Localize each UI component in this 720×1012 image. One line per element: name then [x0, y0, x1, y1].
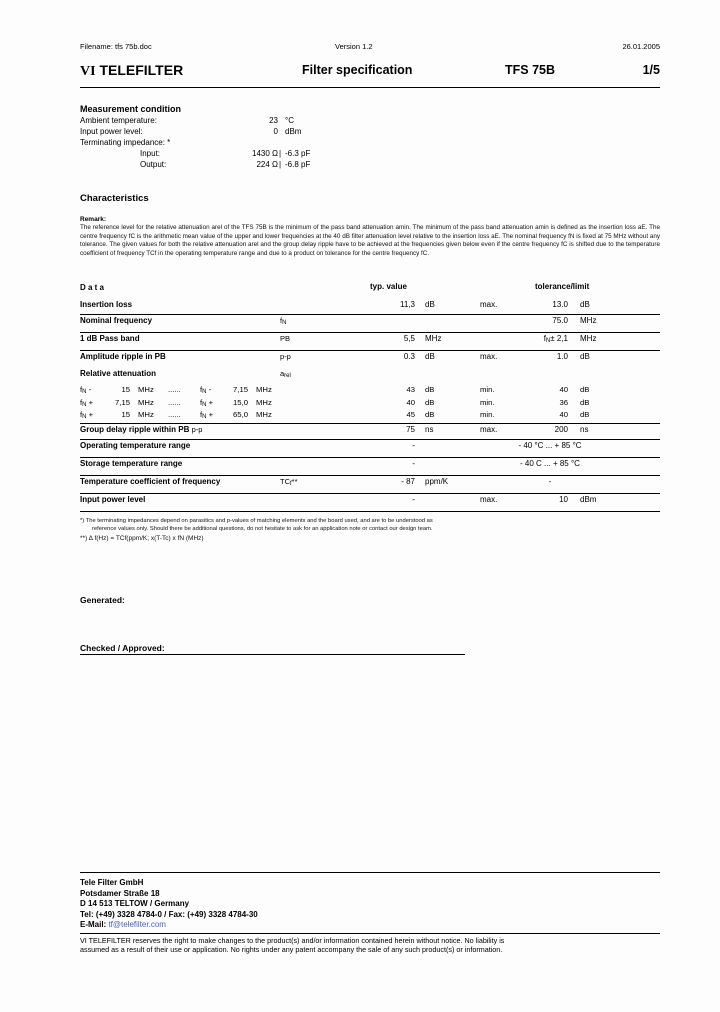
table-row	[80, 333, 660, 350]
row-label-temp-coefficient: Temperature coefficient of frequency	[80, 476, 221, 486]
band-dots: ......	[168, 385, 181, 395]
row-tol-amplitude-ripple: 1.0	[556, 352, 568, 362]
table-row	[80, 424, 660, 439]
table-header-row	[80, 282, 660, 299]
row-tol-input-power-level: 10	[559, 494, 568, 504]
table-row	[80, 494, 660, 511]
band-qualifier: min.	[480, 397, 495, 407]
attenuation-band-row	[80, 410, 660, 423]
input-power-row	[80, 127, 660, 138]
band-dots: ......	[168, 410, 181, 420]
company-street: Potsdamer Straße 18	[80, 888, 160, 898]
footnote-impedance	[80, 517, 660, 533]
row-tol-unit-group-delay: ns	[580, 424, 589, 434]
row-symbol-temp-coefficient: TCf**	[280, 476, 298, 487]
row-qualifier-amplitude-ripple: max.	[480, 352, 498, 362]
terminating-impedance-label: Terminating impedance: *	[80, 138, 171, 147]
page-number: 1/5	[642, 63, 660, 77]
row-qualifier-insertion-loss: max.	[480, 300, 498, 310]
header-divider	[80, 87, 660, 88]
row-tol-unit-insertion-loss: dB	[580, 300, 590, 310]
band-end-unit: MHz	[256, 410, 272, 420]
terminating-impedance-row	[80, 138, 660, 149]
row-symbol-nominal-frequency: fN	[280, 316, 287, 327]
input-power-unit: dBm	[285, 127, 302, 136]
table-row	[80, 315, 660, 332]
row-typ-unit-pass-band: MHz	[425, 334, 442, 344]
impedance-output-row	[80, 160, 660, 171]
band-tol-value: 40	[559, 410, 568, 420]
ambient-temperature-label: Ambient temperature:	[80, 116, 157, 125]
row-typ-unit-group-delay: ns	[425, 424, 434, 434]
document-header-meta	[80, 42, 660, 60]
band-typ-value: 43	[406, 385, 415, 395]
table-row	[80, 351, 660, 368]
email-label: E-Mail:	[80, 920, 109, 929]
row-tol-nominal-frequency: 75.0	[552, 316, 568, 326]
row-tol-temp-coefficient: -	[548, 476, 552, 486]
table-row	[80, 440, 660, 457]
row-typ-insertion-loss: 11,3	[400, 300, 415, 310]
band-end-value: 7,15	[233, 385, 248, 395]
row-label-input-power-level: Input power level	[80, 494, 146, 504]
row-qualifier-group-delay: max.	[480, 424, 498, 434]
page-title: Filter specification	[302, 63, 413, 77]
band-start-value: 15	[121, 385, 130, 395]
band-qualifier: min.	[480, 410, 495, 420]
row-typ-operating-temperature: -	[412, 440, 415, 450]
attenuation-band-row	[80, 385, 660, 398]
specification-table	[80, 282, 660, 512]
row-tol-unit-pass-band: MHz	[580, 334, 597, 344]
ambient-temperature-row	[80, 116, 660, 127]
generated-label: Generated:	[80, 594, 125, 605]
band-tol-value: 36	[559, 397, 568, 407]
impedance-input-value: 1430 Ω	[252, 149, 278, 158]
company-email-row	[80, 920, 660, 931]
ambient-temperature-value: 23	[269, 116, 278, 125]
table-row	[80, 299, 660, 314]
row-typ-unit-temp-coefficient: ppm/K	[425, 476, 449, 486]
row-typ-input-power-level: -	[412, 494, 415, 504]
band-end-base: fN +	[200, 397, 214, 408]
row-typ-unit-insertion-loss: dB	[425, 300, 435, 310]
characteristics-title: Characteristics	[80, 193, 149, 204]
row-tol-storage-temperature: - 40 C ... + 85 °C	[520, 458, 580, 468]
band-typ-unit: dB	[425, 385, 435, 395]
input-power-label: Input power level:	[80, 127, 143, 136]
impedance-output-capacitance: -6.8 pF	[285, 160, 311, 169]
band-end-value: 15,0	[233, 397, 248, 407]
row-tol-pass-band: fN± 2,1	[543, 334, 568, 345]
table-divider	[80, 511, 660, 512]
logo-name: TELEFILTER	[95, 62, 184, 78]
band-typ-value: 40	[406, 397, 415, 407]
band-start-unit: MHz	[138, 385, 154, 395]
row-qualifier-input-power-level: max.	[480, 494, 498, 504]
page-content	[80, 0, 660, 655]
company-name: Tele Filter GmbH	[80, 878, 144, 887]
remark-label: Remark:	[80, 216, 107, 223]
band-start-base: fN +	[80, 410, 94, 421]
row-tol-unit-input-power-level: dBm	[580, 494, 597, 504]
impedance-input-row	[80, 149, 660, 160]
row-tol-operating-temperature: - 40 °C ... + 85 °C	[518, 440, 582, 450]
row-typ-unit-amplitude-ripple: dB	[425, 352, 435, 362]
column-header-typical: typ. value	[370, 282, 407, 292]
disclaimer-line-2: assumed as a result of their use or application. No rights under any patent accompany the sale of any such product(s) or information.	[80, 945, 503, 955]
footnote-1-line-1: *) The terminating impedances depend on parasitics and p-values of matching elements and the board used, and are to be understood as	[80, 517, 433, 524]
band-start-value: 15	[121, 410, 130, 420]
row-typ-temp-coefficient: - 87	[401, 476, 415, 486]
row-label-nominal-frequency: Nominal frequency	[80, 316, 153, 326]
row-label-group-delay-ripple	[80, 425, 202, 434]
row-label-operating-temperature: Operating temperature range	[80, 440, 191, 450]
row-tol-unit-amplitude-ripple: dB	[580, 352, 590, 362]
impedance-output-label: Output:	[140, 160, 167, 169]
impedance-input-separator: |	[279, 149, 282, 158]
row-tol-group-delay: 200	[554, 424, 568, 434]
row-symbol-amplitude-ripple: p-p	[280, 352, 291, 362]
page-footer	[80, 872, 660, 955]
document-title-bar	[80, 62, 660, 84]
input-power-value: 0	[273, 127, 278, 136]
document-date: 26.01.2005	[622, 42, 660, 51]
band-typ-unit: dB	[425, 410, 435, 420]
company-city: D 14 513 TELTOW / Germany	[80, 899, 190, 908]
company-logo	[80, 62, 183, 80]
email-link[interactable]: tf@telefilter.com	[108, 920, 166, 929]
band-start-base: fN +	[80, 397, 94, 408]
impedance-input-label: Input:	[140, 149, 161, 158]
footnote-formula: **) Δ f(Hz) = TCf(ppm/K; x(T-Tc) x fN (MHz)	[80, 534, 204, 542]
row-typ-storage-temperature: -	[412, 458, 415, 468]
band-start-unit: MHz	[138, 397, 154, 407]
measurement-condition-section	[80, 104, 660, 171]
table-row	[80, 458, 660, 475]
column-header-data: D a t a	[80, 283, 105, 293]
row-tol-unit-nominal-frequency: MHz	[580, 316, 597, 326]
group-delay-symbol: p-p	[191, 424, 203, 434]
band-end-base: fN -	[200, 385, 212, 396]
relative-attenuation-header-row	[80, 368, 660, 385]
measurement-condition-title: Measurement condition	[80, 104, 182, 114]
footer-divider	[80, 872, 660, 873]
band-typ-unit: dB	[425, 397, 435, 407]
model-number: TFS 75B	[505, 63, 556, 77]
band-start-base: fN -	[80, 385, 92, 396]
company-address	[80, 878, 660, 931]
logo-vi-mark: VI	[80, 64, 96, 79]
attenuation-band-row	[80, 398, 660, 411]
band-end-unit: MHz	[256, 385, 272, 395]
checked-approved-label: Checked / Approved:	[80, 643, 465, 655]
footnote-1-line-2: reference values only. Should there be additional questions, do not hesitate to ask for an application note or contact our design team.	[92, 525, 433, 532]
table-row	[80, 476, 660, 493]
filename-label: Filename: tfs 75b.doc	[80, 42, 152, 51]
band-end-value: 65,0	[233, 410, 248, 420]
band-tol-value: 40	[559, 385, 568, 395]
band-start-unit: MHz	[138, 410, 154, 420]
row-label-relative-attenuation: Relative attenuation	[80, 369, 157, 379]
row-symbol-relative-attenuation: arel	[280, 369, 291, 380]
impedance-output-separator: |	[279, 160, 282, 169]
group-delay-name: Group delay ripple within PB	[80, 424, 190, 434]
row-typ-amplitude-ripple: 0.3	[403, 352, 415, 362]
impedance-output-value: 224 Ω	[256, 160, 278, 169]
remark-text: The reference level for the relative attenuation arel of the TFS 75B is the minimum of the pass band attenuation amin. The minimum of the pass band attenuation amin is defined as the insertion loss aE. The centre frequency fC is the arithmetic mean value of the upper and lower frequencies at the 40 dB filter attenuation level relative to the insertion loss aE. The nominal frequency fN is fixed at 75 MHz without any tolerance. The given values for both the relative attenuation arel and the group delay ripple have to be achieved at the frequencies given below even if the centre frequency fC is shifted due to the temperature coefficient of frequency TCf in the operating temperature range and due to a product on tolerance for the centre frequency fC.	[80, 224, 660, 257]
band-start-value: 7,15	[115, 397, 130, 407]
band-typ-value: 45	[406, 410, 415, 420]
band-end-base: fN +	[200, 410, 214, 421]
row-typ-pass-band: 5,5	[403, 334, 415, 344]
company-phone: Tel: (+49) 3328 4784-0 / Fax: (+49) 3328 4784-30	[80, 909, 258, 919]
version-label: Version 1.2	[335, 42, 373, 51]
row-typ-group-delay: 75	[406, 424, 415, 434]
disclaimer-line-1: VI TELEFILTER reserves the right to make changes to the product(s) and/or information contained herein without notice. No liability is	[80, 935, 505, 945]
row-tol-insertion-loss: 13.0	[552, 300, 568, 310]
row-symbol-pass-band: PB	[280, 334, 291, 344]
band-dots: ......	[168, 397, 181, 407]
impedance-input-capacitance: -6.3 pF	[285, 149, 311, 158]
band-tol-unit: dB	[580, 397, 590, 407]
ambient-temperature-unit: °C	[285, 116, 294, 125]
band-end-unit: MHz	[256, 397, 272, 407]
row-label-amplitude-ripple: Amplitude ripple in PB	[80, 352, 166, 362]
band-tol-unit: dB	[580, 385, 590, 395]
row-label-storage-temperature: Storage temperature range	[80, 458, 183, 468]
row-label-insertion-loss: Insertion loss	[80, 300, 133, 310]
legal-disclaimer	[80, 933, 660, 955]
band-tol-unit: dB	[580, 410, 590, 420]
column-header-tolerance: tolerance/limit	[535, 282, 590, 292]
band-qualifier: min.	[480, 385, 495, 395]
row-label-pass-band: 1 dB Pass band	[80, 334, 140, 344]
